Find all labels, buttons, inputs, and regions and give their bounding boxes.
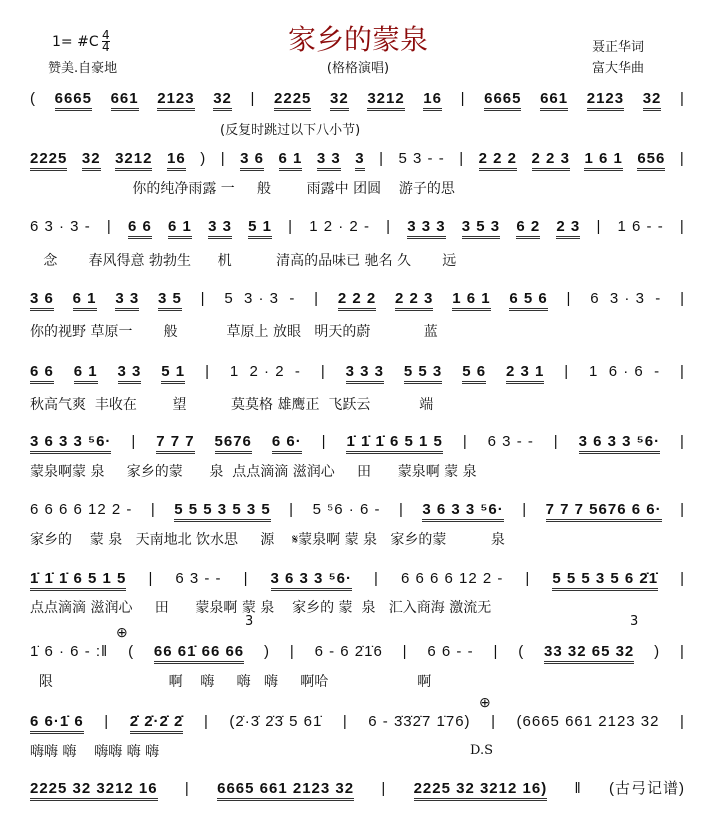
key-signature: 1= #C xyxy=(52,34,99,50)
bar-line: | xyxy=(680,290,685,307)
note-group: 5 ⁵6 · 6 - xyxy=(312,501,381,518)
note-group: 6 - 6 2̇1̇6 xyxy=(314,643,383,660)
time-sig-bottom: 4 xyxy=(102,40,110,54)
note-group: 1 6 1 xyxy=(452,290,490,311)
note-group: 3 6 3 3 ⁵6· xyxy=(579,433,660,454)
note-group: 6 1 xyxy=(168,218,192,239)
notation-row xyxy=(30,643,685,664)
note-group: 32 xyxy=(643,90,662,111)
note-group: 5 1 xyxy=(248,218,272,239)
note-group: 32 xyxy=(330,90,349,111)
notation-row xyxy=(30,501,685,522)
coda-sign-icon: ⊕ xyxy=(116,624,128,640)
bar-line: | xyxy=(459,150,465,167)
lyrics-line: 点点滴滴 滋润心 田 蒙泉啊 蒙 泉 家乡的 蒙 泉 汇入商海 激流无 xyxy=(30,600,492,616)
note-group: (6665 661 2123 32 xyxy=(516,713,660,730)
note-group: 3 3 3 xyxy=(407,218,445,239)
bar-line: ) xyxy=(264,643,270,660)
bar-line: | xyxy=(379,150,385,167)
bar-line: | xyxy=(148,570,154,587)
note-group: 1̇ 1̇ 1̇ 6 5 1 5 xyxy=(30,570,126,591)
note-group: 661 xyxy=(111,90,139,111)
note-group: 3212 xyxy=(115,150,152,171)
bar-line: | xyxy=(493,643,499,660)
notation-row xyxy=(30,570,685,591)
bar-line: | xyxy=(131,433,137,450)
dal-segno-mark: D.S xyxy=(470,743,493,758)
notation-row xyxy=(30,290,685,311)
lyrics-line: 你的视野 草原一 般 草原上 放眼 明天的蔚 蓝 xyxy=(30,324,438,340)
note-group: 2 2 2 xyxy=(479,150,517,171)
note-group: 6 1 xyxy=(74,363,98,384)
bar-line: | xyxy=(106,218,112,235)
note-group: 32 xyxy=(82,150,101,171)
bar-line: | xyxy=(564,363,570,380)
bar-line: | xyxy=(398,501,404,518)
note-group: 5 6 xyxy=(462,363,486,384)
note-group: 2 2 2 xyxy=(338,290,376,311)
note-group: 3 6 xyxy=(240,150,264,171)
note-group: 6 6 xyxy=(30,363,54,384)
note-group: 3 6 xyxy=(30,290,54,311)
note-group: 5 3 - - xyxy=(398,150,445,167)
note-group: 3212 xyxy=(367,90,404,111)
note-group: 16 xyxy=(167,150,186,171)
bar-line: | xyxy=(150,501,156,518)
note-group: 6 3 · 3 - xyxy=(30,218,91,235)
lyrics-line: 限 啊 嗨 嗨 嗨 啊哈 啊 xyxy=(30,674,432,690)
bar-line: | xyxy=(460,90,466,107)
lyrics-line: 念 春风得意 勃勃生 机 清高的品味已 驰名 久 远 xyxy=(30,253,457,269)
bar-line: | xyxy=(680,433,685,450)
note-group: 6 6 6 6 12 2 - xyxy=(30,501,133,518)
note-group: 3 5 3 xyxy=(462,218,500,239)
lyrics-line: 蒙泉啊蒙 泉 家乡的蒙 泉 点点滴滴 滋润心 田 蒙泉啊 蒙 泉 xyxy=(30,464,477,480)
time-sig-top: 4 xyxy=(102,28,110,42)
bar-line: | xyxy=(205,363,210,380)
bar-line: | xyxy=(288,218,294,235)
note-group: 1̇ 1̇ 1̇ 6 5 1 5 xyxy=(346,433,442,454)
bar-line: | xyxy=(289,501,295,518)
bar-line: ( xyxy=(128,643,135,660)
note-group: 3 5 xyxy=(158,290,182,311)
bar-line: | xyxy=(402,643,408,660)
bar-line: | xyxy=(314,290,320,307)
note-group: 5676 xyxy=(215,433,252,454)
bar-line: | xyxy=(525,570,531,587)
note-group: 656 xyxy=(637,150,665,171)
note-group: 3 xyxy=(355,150,364,171)
note-group: 2123 xyxy=(587,90,624,111)
bar-line: | xyxy=(289,643,295,660)
note-group: 33 32 65 32 xyxy=(544,643,634,664)
note-group: 1 6 - - xyxy=(617,218,664,235)
note-group: 66 61̇ 66 66 xyxy=(154,643,244,664)
note-group: 6 6 - - xyxy=(427,643,474,660)
notation-row xyxy=(30,218,685,239)
note-group: 6 - 3̇3̇2̇7 1̇76) xyxy=(368,713,471,730)
note-group: 16 xyxy=(423,90,442,111)
lyrics-line: 秋高气爽 丰收在 望 莫莫格 雄鹰正 飞跃云 端 xyxy=(30,397,434,413)
note-group: 1 2 · 2 - xyxy=(309,218,370,235)
note-group: 2225 xyxy=(30,150,67,171)
note-group: 1 2 · 2 - xyxy=(229,363,301,380)
bar-line: | xyxy=(321,433,327,450)
bar-line: ‖ xyxy=(574,780,582,797)
bar-line: | xyxy=(679,150,685,167)
note-group: 2 3 1 xyxy=(506,363,544,384)
tempo-marking: 赞美.自豪地 xyxy=(48,61,118,76)
bar-line: | xyxy=(680,570,685,587)
bar-line: | xyxy=(243,570,249,587)
bar-line: | xyxy=(381,780,387,797)
bar-line: | xyxy=(200,290,206,307)
coda-sign-icon: ⊕ xyxy=(479,694,491,710)
bar-line: | xyxy=(679,218,685,235)
note-group: 5 3 · 3 - xyxy=(224,290,296,307)
note-group: 1 6 1 xyxy=(584,150,622,171)
bar-line: | xyxy=(320,363,326,380)
note-group: 6 2 xyxy=(516,218,540,239)
bar-line: ) xyxy=(654,643,661,660)
bar-line: ) xyxy=(200,150,207,167)
bar-line: | xyxy=(680,90,685,107)
note-group: 6 1 xyxy=(279,150,303,171)
lyrics-line: 你的纯净雨露 一 般 雨露中 团圆 游子的思 xyxy=(30,181,455,197)
notation-row xyxy=(30,713,685,734)
note-group: 2 3 xyxy=(556,218,580,239)
note-group: 3 6 3 3 ⁵6· xyxy=(30,433,111,454)
note-group: 2225 32 3212 16) xyxy=(414,780,548,801)
note-group: 3 3 xyxy=(118,363,142,384)
time-signature xyxy=(102,30,110,53)
note-group: 2123 xyxy=(157,90,194,111)
note-group: 6 3 · 3 - xyxy=(590,290,662,307)
note-group: 6 3 - - xyxy=(175,570,222,587)
bar-line: | xyxy=(220,150,226,167)
note-group: 5 5 5 3 5 3 5 xyxy=(174,501,270,522)
bar-line: | xyxy=(184,780,190,797)
triplet-mark: 3 xyxy=(630,614,639,629)
bar-line: | xyxy=(250,90,256,107)
note-group: 1̇ 6 · 6 - :‖ xyxy=(30,643,109,660)
bar-line: | xyxy=(522,501,528,518)
note-group: 6665 661 2123 32 xyxy=(217,780,354,801)
bar-line: | xyxy=(566,290,572,307)
bar-line: | xyxy=(104,713,110,730)
note-group: 5 5 5 3 5 6 2̇1̇ xyxy=(552,570,658,591)
note-group: 6 1 xyxy=(73,290,97,311)
bar-line: | xyxy=(680,713,685,730)
repeat-annotation: (反复时跳过以下八小节) xyxy=(220,123,361,138)
note-group: 6 6 xyxy=(128,218,152,239)
bar-line: | xyxy=(680,501,685,518)
bar-line: | xyxy=(203,713,209,730)
note-group: 6 6·1̇ 6 xyxy=(30,713,84,734)
note-group: 6 6· xyxy=(272,433,302,454)
note-group: 32 xyxy=(213,90,232,111)
bar-line: | xyxy=(679,643,685,660)
lyricist: 聂正华词 xyxy=(592,40,645,55)
bar-line: | xyxy=(679,363,685,380)
note-group: 6665 xyxy=(55,90,92,111)
notation-row xyxy=(30,777,685,801)
note-group: 2225 32 3212 16 xyxy=(30,780,158,801)
triplet-mark: 3 xyxy=(245,614,254,629)
note-group: 1 6 · 6 - xyxy=(589,363,661,380)
song-title: 家乡的蒙泉 xyxy=(287,23,428,56)
note-group: 7 7 7 5676 6 6· xyxy=(546,501,662,522)
note-group: 661 xyxy=(540,90,568,111)
notation-row xyxy=(30,150,685,171)
bar-line: (古弓记谱) xyxy=(608,780,685,797)
note-group: 3 6 3 3 ⁵6· xyxy=(422,501,503,522)
bar-line: | xyxy=(374,570,379,587)
note-group: 5 1 xyxy=(161,363,185,384)
composer: 富大华曲 xyxy=(592,61,645,76)
bar-line: ( xyxy=(518,643,525,660)
bar-line: | xyxy=(342,713,348,730)
lyrics-line: 家乡的 蒙 泉 天南地北 饮水思 源 𝄋蒙泉啊 蒙 泉 家乡的蒙 泉 xyxy=(30,532,505,548)
note-group: 3 6 3 3 ⁵6· xyxy=(271,570,352,591)
bar-line: | xyxy=(462,433,468,450)
note-group: 7 7 7 xyxy=(156,433,194,454)
note-group: 3 3 xyxy=(317,150,341,171)
note-group: 3 3 xyxy=(115,290,139,311)
note-group: 5 5 3 xyxy=(404,363,442,384)
singer: (格格演唱) xyxy=(326,61,390,76)
note-group: 2225 xyxy=(274,90,311,111)
note-group: 3 3 3 xyxy=(346,363,384,384)
lyrics-line: 嗨嗨 嗨 嗨嗨 嗨 嗨 xyxy=(30,744,160,760)
notation-row xyxy=(30,90,685,111)
note-group: 6 5 6 xyxy=(509,290,547,311)
note-group: 3 3 xyxy=(208,218,232,239)
note-group: 6665 xyxy=(484,90,521,111)
note-group: 2̇ 2̇·2̇ 2̇ xyxy=(130,713,184,734)
bar-line: | xyxy=(386,218,392,235)
note-group: 6 3 - - xyxy=(487,433,534,450)
bar-line: | xyxy=(491,713,496,730)
bar-line: ( xyxy=(30,90,36,107)
notation-row xyxy=(30,363,685,384)
notation-row xyxy=(30,433,685,454)
note-group: 6 6 6 6 12 2 - xyxy=(400,570,504,587)
bar-line: | xyxy=(596,218,602,235)
note-group: 2 2 3 xyxy=(395,290,433,311)
bar-line: | xyxy=(553,433,559,450)
note-group: (2̇·3̇ 2̇3̇ 5 61̇ xyxy=(229,713,323,730)
note-group: 2 2 3 xyxy=(532,150,570,171)
